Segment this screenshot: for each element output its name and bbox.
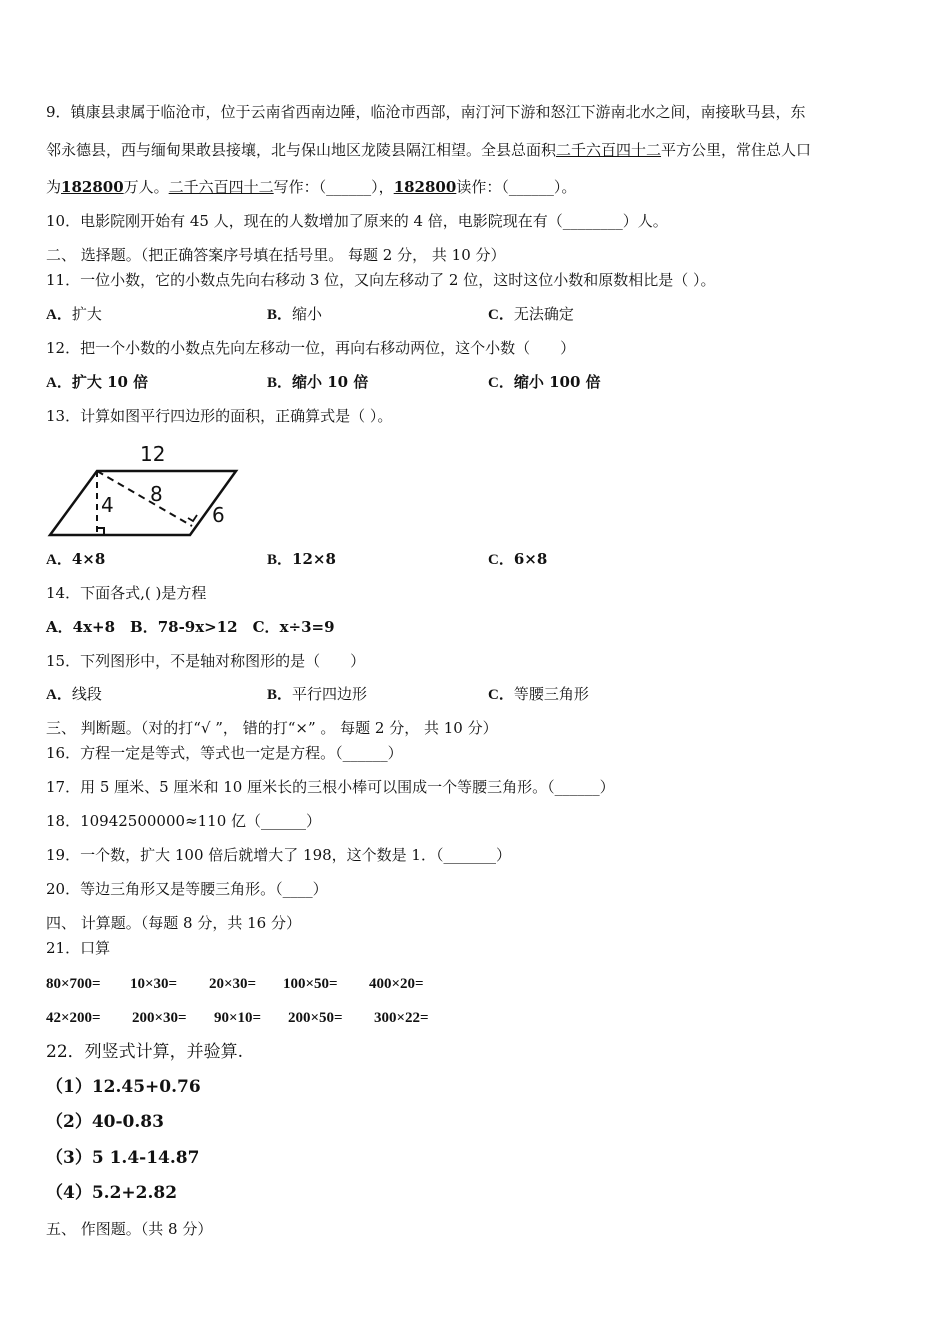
q9-blank-1[interactable]: 写作：（______）， [273, 178, 394, 196]
section-4-heading: 四、 计算题。（每题 8 分，共 16 分） [46, 914, 301, 932]
q19: 19．一个数，扩大 100 倍后就增大了 198，这个数是 1．（_______） [46, 846, 511, 864]
option-text: 线段 [71, 685, 102, 703]
oral-calc-item: 10×30= [130, 976, 178, 992]
section-3-heading: 三、 判断题。（对的打“√ ”， 错的打“×” 。 每题 2 分， 共 10 分） [46, 719, 498, 737]
option-label: C． [488, 375, 514, 391]
q9-line-1: 9．镇康县隶属于临沧市，位于云南省西南边陲，临沧市西部，南汀河下游和怒江下游南北水之间，南接耿马县，东 [46, 103, 806, 121]
q9-text: 为 [46, 178, 62, 196]
q18: 18．10942500000≈110 亿（______） [46, 812, 322, 830]
q9-line-2 [46, 140, 811, 160]
label-top: 12 [140, 442, 166, 466]
oral-calc-item: 80×700= [46, 976, 101, 992]
section-2-heading: 二、 选择题。（把正确答案序号填在括号里。 每题 2 分， 共 10 分） [46, 246, 506, 264]
oral-calc-item: 42×200= [46, 1010, 101, 1026]
q12-option-c[interactable] [488, 372, 601, 393]
option-text: 无法确定 [513, 305, 574, 323]
q11-option-a[interactable] [46, 304, 102, 325]
q12-question: 12．把一个小数的小数点先向左移动一位，再向右移动两位，这个小数（ ） [46, 339, 576, 357]
q14-question: 14．下面各式,( )是方程 [46, 584, 207, 602]
parallelogram-figure [40, 435, 260, 545]
oral-calc-item: 20×30= [209, 976, 257, 992]
q16: 16．方程一定是等式，等式也一定是方程。（______） [46, 744, 403, 762]
q15-option-a[interactable] [46, 684, 102, 705]
q9-population-underlined: 182800 [61, 178, 124, 196]
option-text: 扩大 [71, 305, 102, 323]
q9-text: 邻永德县，西与缅甸果敢县接壤，北与保山地区龙陵县隔江相望。全县总面积 [46, 141, 557, 159]
oral-calc-item: 90×10= [214, 1010, 262, 1026]
section-5-heading: 五、 作图题。（共 8 分） [46, 1220, 213, 1238]
q9-text: 平方公里，常住总人口 [661, 141, 812, 159]
q12-option-a[interactable] [46, 372, 148, 393]
q9-area-write-underlined: 二千六百四十二 [168, 178, 274, 196]
option-text: 平行四边形 [292, 685, 368, 703]
q13-option-a[interactable] [46, 549, 105, 570]
q13-option-c[interactable] [488, 549, 547, 570]
q22-item-1: （1）12.45+0.76 [46, 1077, 201, 1097]
q15-option-c[interactable] [488, 684, 589, 705]
q17: 17．用 5 厘米、5 厘米和 10 厘米长的三根小棒可以围成一个等腰三角形。（______） [46, 778, 615, 796]
q13-option-b[interactable] [267, 549, 336, 570]
option-text: 4×8 [71, 550, 106, 568]
option-text: 6×8 [513, 550, 548, 568]
q11-option-c[interactable] [488, 304, 574, 325]
option-text: 缩小 [292, 305, 323, 323]
option-label: B． [267, 687, 293, 703]
option-label: B． [267, 307, 293, 323]
option-label: A． [46, 552, 72, 568]
q22-item-4: （4）5.2+2.82 [46, 1183, 178, 1203]
oral-calc-item: 200×50= [288, 1010, 343, 1026]
option-text: 等腰三角形 [513, 685, 589, 703]
option-label: C． [488, 687, 514, 703]
q15-question: 15．下列图形中，不是轴对称图形的是（ ） [46, 652, 366, 670]
q22-title: 22．列竖式计算，并验算. [46, 1042, 244, 1062]
option-label: A． [46, 687, 72, 703]
q22-item-3: （3）5 1.4-14.87 [46, 1148, 200, 1168]
q20: 20．等边三角形又是等腰三角形。（____） [46, 880, 328, 898]
q21-row-2 [46, 1007, 429, 1028]
option-label: B． [267, 375, 293, 391]
q9-blank-2[interactable]: 读作：（______）。 [456, 178, 577, 196]
label-side: 6 [212, 503, 225, 527]
option-label: A． [46, 375, 72, 391]
q9-text: 万人。 [123, 178, 169, 196]
q9-pop-read-underlined: 182800 [393, 178, 457, 196]
option-text: 12×8 [292, 550, 336, 568]
option-text: 缩小 100 倍 [513, 373, 601, 391]
label-diagonal: 8 [150, 482, 163, 506]
q12-option-b[interactable] [267, 372, 368, 393]
q13-question: 13．计算如图平行四边形的面积，正确算式是（ ）。 [46, 407, 393, 425]
oral-calc-item: 300×22= [374, 1010, 429, 1026]
q11-option-b[interactable] [267, 304, 322, 325]
q10: 10．电影院刚开始有 45 人，现在的人数增加了原来的 4 倍，电影院现在有（________）人。 [46, 212, 668, 230]
option-label: A． [46, 307, 72, 323]
label-height: 4 [101, 493, 114, 517]
q9-line-3 [46, 177, 576, 197]
oral-calc-item: 400×20= [369, 976, 424, 992]
option-text: 扩大 10 倍 [71, 373, 149, 391]
option-label: C． [488, 552, 514, 568]
q9-area-underlined: 二千六百四十二 [556, 141, 662, 159]
option-label: B． [267, 552, 293, 568]
q21-title: 21．口算 [46, 939, 111, 957]
oral-calc-item: 200×30= [132, 1010, 187, 1026]
q21-row-1 [46, 973, 424, 994]
q14-options[interactable]: A．4x+8 B．78-9x>12 C．x÷3=9 [46, 618, 335, 636]
q22-item-2: （2）40-0.83 [46, 1112, 164, 1132]
q11-question: 11．一位小数，它的小数点先向右移动 3 位，又向左移动了 2 位，这时这位小数和原数相比是（ ）。 [46, 271, 716, 289]
oral-calc-item: 100×50= [283, 976, 338, 992]
option-label: C． [488, 307, 514, 323]
option-text: 缩小 10 倍 [292, 373, 369, 391]
q15-option-b[interactable] [267, 684, 367, 705]
